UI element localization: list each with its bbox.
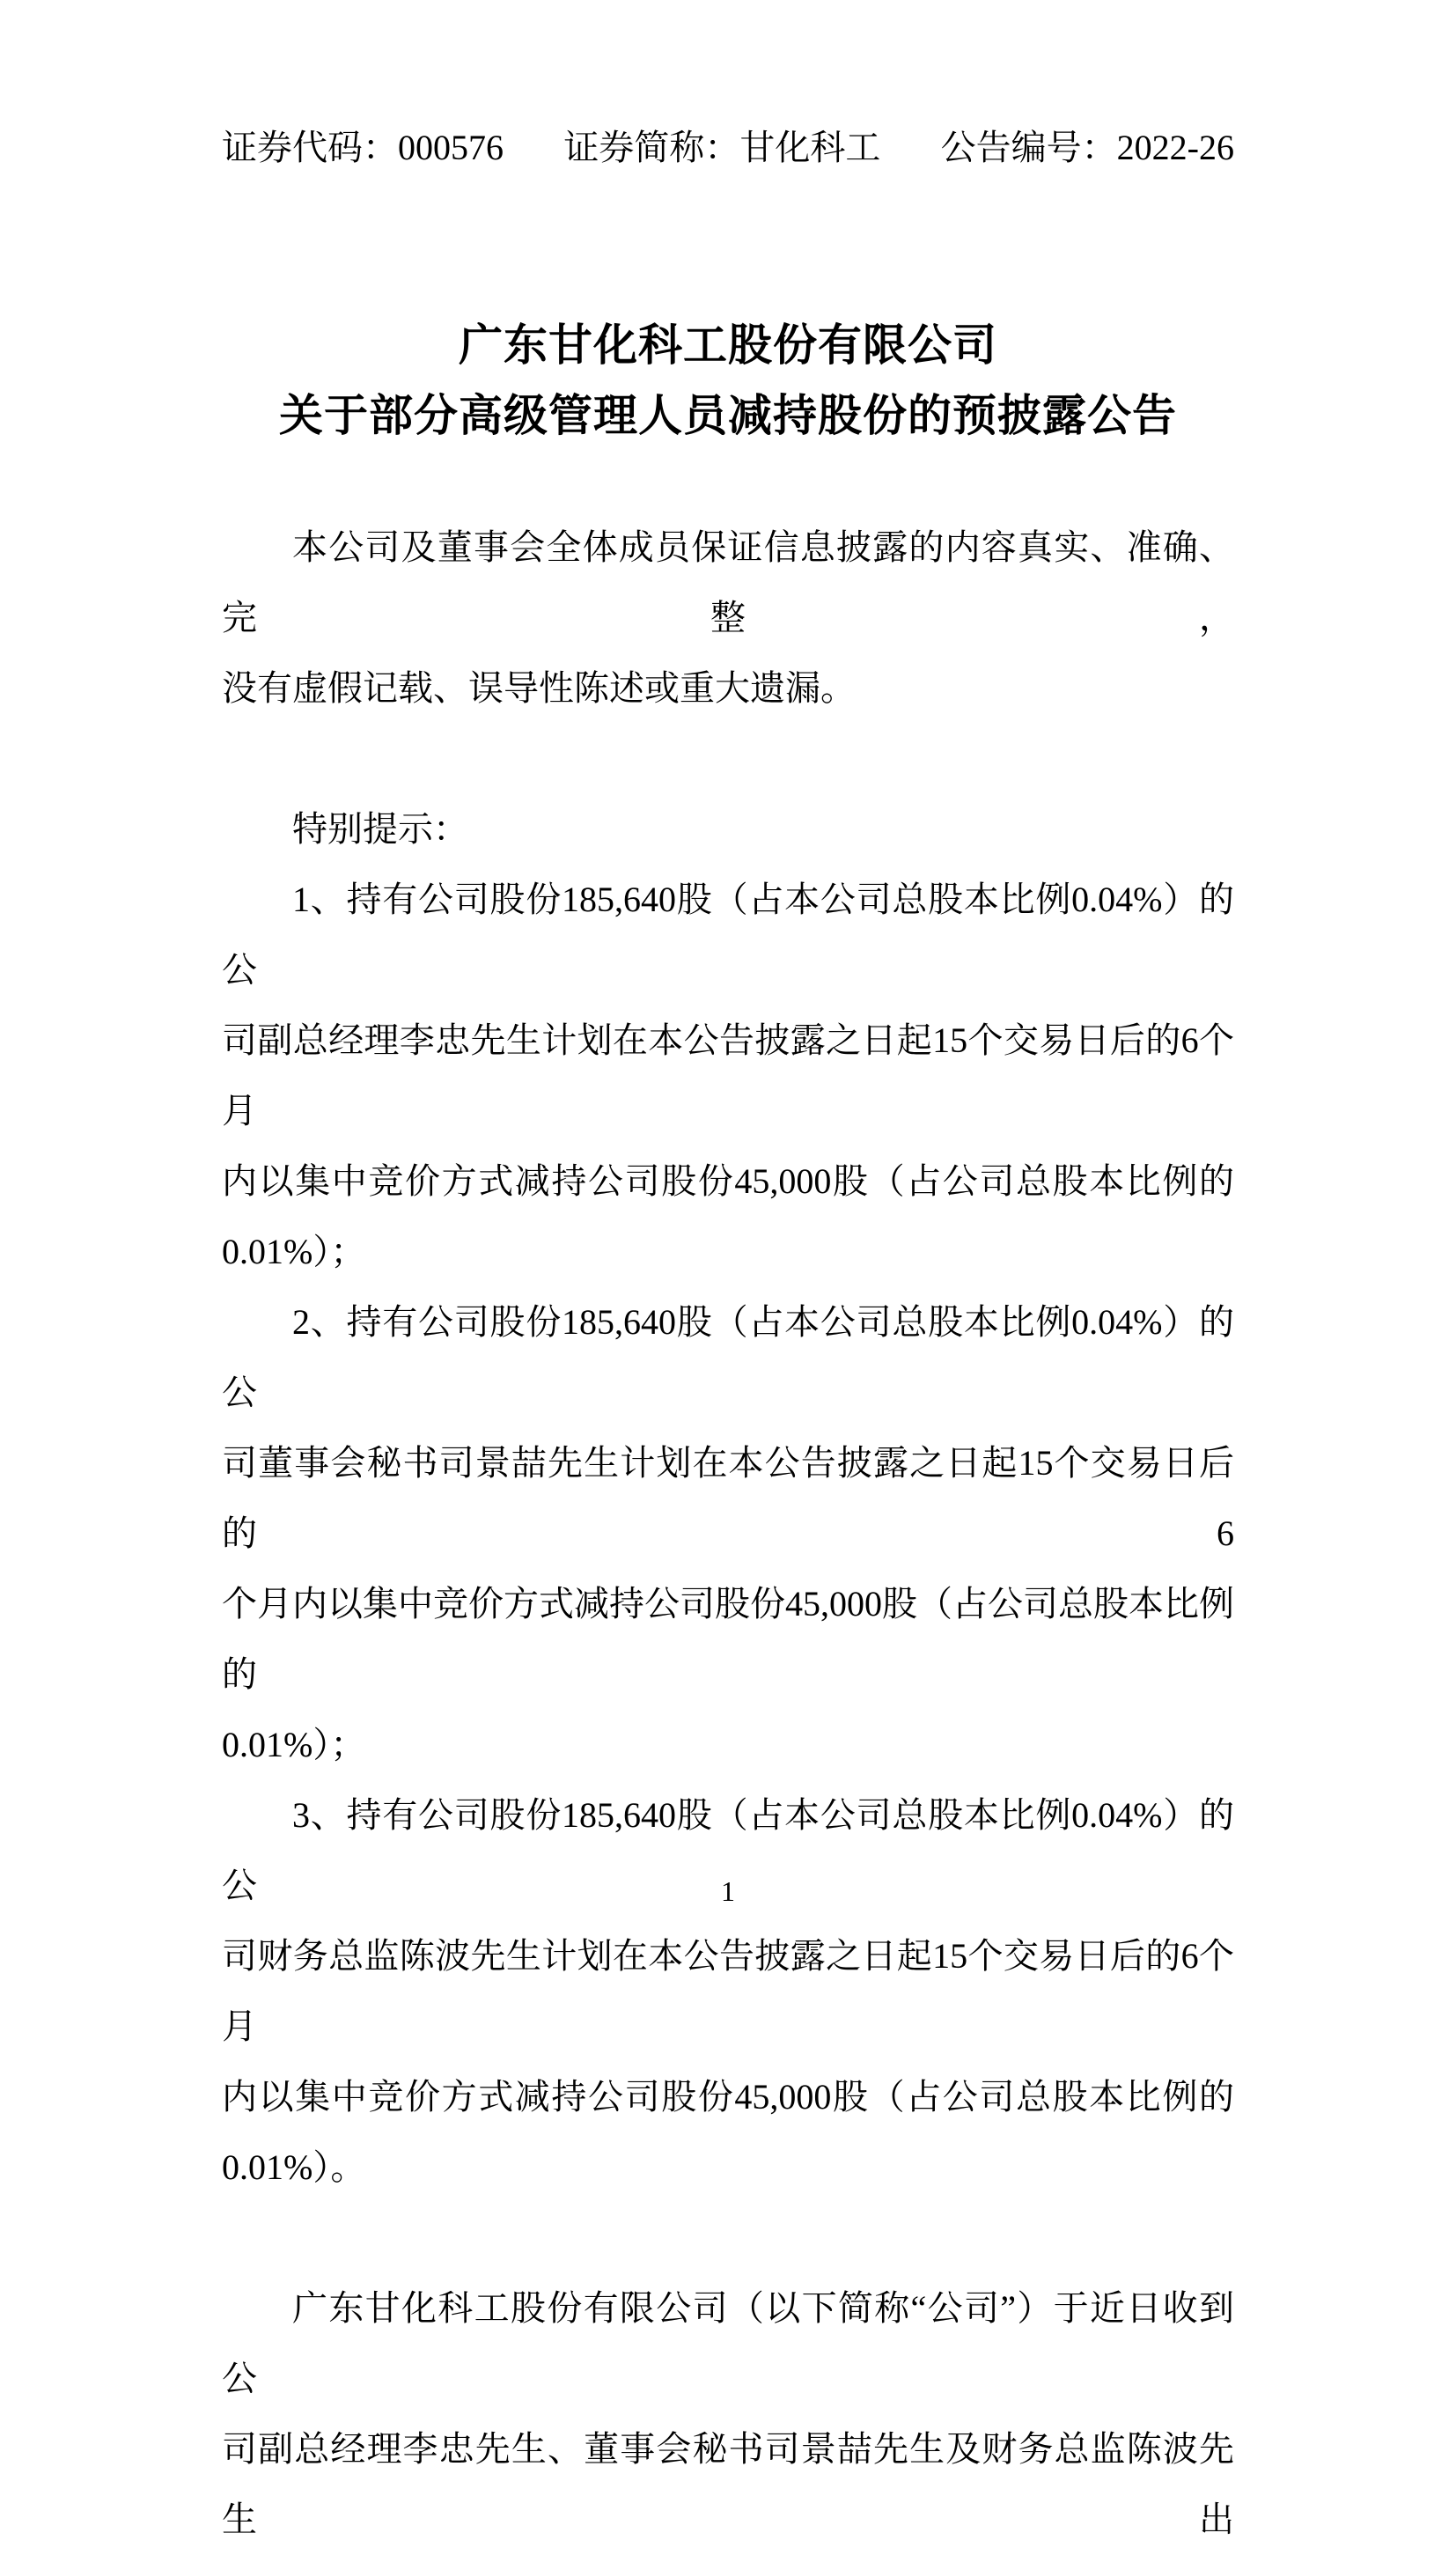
special-notice-heading: 特别提示： (292, 809, 468, 849)
page-number: 1 (721, 1875, 735, 1907)
text-line: 内以集中竞价方式减持公司股份45,000股（占公司总股本比例的 (222, 1161, 1234, 1201)
stock-code: 证券代码：000576 (222, 128, 504, 167)
document-body (222, 512, 1234, 2555)
text-line: 没有虚假记载、误导性陈述或重大遗漏。 (222, 668, 856, 708)
text-line: 0.01%）； (222, 1725, 366, 1764)
text-line: 司副总经理李忠先生计划在本公告披露之日起15个交易日后的6个月 (222, 1020, 1234, 1130)
disclaimer-paragraph (222, 512, 1234, 724)
text-line: 0.01%）。 (222, 2147, 366, 2187)
stock-abbreviation: 证券简称：甘化科工 (563, 128, 881, 167)
text-line: 个月内以集中竞价方式减持公司股份45,000股（占公司总股本比例的 (222, 1584, 1234, 1694)
notice-item-2 (222, 1287, 1234, 1780)
notice-item-3 (222, 1780, 1234, 2203)
text-line: 0.01%）； (222, 1232, 366, 1271)
document-header (222, 125, 1234, 171)
text-line: 3、持有公司股份185,640股（占本公司总股本比例0.04%）的公 (222, 1795, 1234, 1905)
text-line: 1、持有公司股份185,640股（占本公司总股本比例0.04%）的公 (222, 880, 1234, 990)
blank-line (222, 724, 1234, 794)
text-line: 本公司及董事会全体成员保证信息披露的内容真实、准确、完整， (222, 527, 1234, 637)
notice-item-1 (222, 865, 1234, 1287)
announcement-title: 关于部分高级管理人员减持股份的预披露公告 (279, 391, 1177, 440)
closing-paragraph (222, 2273, 1234, 2555)
text-line: 司财务总监陈波先生计划在本公告披露之日起15个交易日后的6个月 (222, 1936, 1234, 2046)
text-line: 司董事会秘书司景喆先生计划在本公告披露之日起15个交易日后的6 (222, 1443, 1234, 1553)
text-line: 广东甘化科工股份有限公司（以下简称“公司”）于近日收到公 (222, 2288, 1234, 2398)
text-line: 内以集中竞价方式减持公司股份45,000股（占公司总股本比例的 (222, 2077, 1234, 2117)
blank-line (222, 2203, 1234, 2273)
text-line: 司副总经理李忠先生、董事会秘书司景喆先生及财务总监陈波先生出 (222, 2429, 1234, 2539)
announcement-number: 公告编号：2022-26 (940, 128, 1234, 167)
company-name-title: 广东甘化科工股份有限公司 (459, 320, 997, 370)
text-line: 2、持有公司股份185,640股（占本公司总股本比例0.04%）的公 (222, 1302, 1234, 1412)
document-title (222, 310, 1234, 451)
